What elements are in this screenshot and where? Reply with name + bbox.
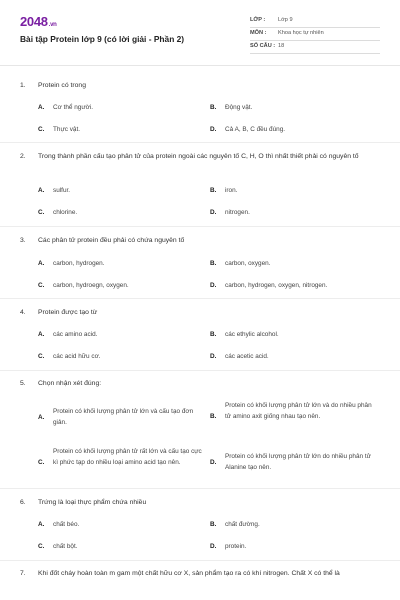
option-label: A. <box>38 521 45 528</box>
option-label: C. <box>38 209 45 216</box>
meta-value: 18 <box>278 43 285 49</box>
question-number: 4. <box>20 309 26 316</box>
question-number: 6. <box>20 499 26 506</box>
question-divider <box>0 298 400 299</box>
page-title: Bài tập Protein lớp 9 (có lời giải - Phần 2) <box>20 34 185 44</box>
option-text: Thực vật. <box>53 126 81 133</box>
option-text: carbon, oxygen. <box>225 260 271 267</box>
option-text: nitrogen. <box>225 209 250 216</box>
option-text: chất bột. <box>53 543 78 550</box>
meta-row-subject <box>250 28 380 41</box>
question-number: 1. <box>20 82 26 89</box>
option-text: các amino acid. <box>53 331 98 338</box>
meta-key: LỚP : <box>250 17 266 23</box>
logo-domain: .vn <box>48 22 57 28</box>
logo-main: 2048 <box>20 14 48 29</box>
option-text: Protein có khối lượng phân tử lớn và cấu tạo đơn giản. <box>53 408 194 426</box>
option-text: Cả A, B, C đều đúng. <box>225 126 286 133</box>
option-label: B. <box>210 104 217 111</box>
question-stem: Trứng là loại thực phẩm chứa nhiều <box>38 499 147 506</box>
option-label: B. <box>210 521 217 528</box>
question-number: 2. <box>20 153 26 160</box>
question-stem: Chọn nhận xét đúng: <box>38 380 102 387</box>
option-text: chất béo. <box>53 521 80 528</box>
meta-table <box>250 15 380 54</box>
option-label: D. <box>210 282 217 289</box>
option-label: C. <box>38 126 45 133</box>
header-divider <box>0 65 400 66</box>
option-label: A. <box>38 414 45 421</box>
option-text: các acid hữu cơ. <box>53 353 101 360</box>
option-text: các acetic acid. <box>225 353 269 360</box>
question-number: 3. <box>20 237 26 244</box>
question-divider <box>0 226 400 227</box>
option-text: carbon, hydroegn, oxygen. <box>53 282 129 289</box>
option-text: Protein có khối lượng phân tử lớn do nhiều phân tử Alanine tạo nên. <box>225 453 371 471</box>
option-label: B. <box>210 331 217 338</box>
option-text: sulfur. <box>53 187 71 194</box>
meta-value: Lớp 9 <box>278 17 293 23</box>
option-label: C. <box>38 543 45 550</box>
question-divider <box>0 560 400 561</box>
site-logo[interactable] <box>20 14 57 29</box>
option-text: Protein có khối lượng phân tử lớn và do nhiều phân tử amino axit giống nhau tạo nên. <box>225 402 372 420</box>
option-label: A. <box>38 260 45 267</box>
question-stem: Protein được tạo từ <box>38 309 98 316</box>
option-label: D. <box>210 353 217 360</box>
option-text: Cơ thể người. <box>53 104 94 111</box>
option-label: C. <box>38 459 45 466</box>
option-text: protein. <box>225 543 247 550</box>
question-stem: Protein có trong <box>38 82 86 89</box>
question-divider <box>0 370 400 371</box>
question-divider <box>0 142 400 143</box>
option-text: iron. <box>225 187 238 194</box>
option-text: carbon, hydrogen, oxygen, nitrogen. <box>225 282 328 289</box>
option-label: A. <box>38 104 45 111</box>
option-text: các ethylic alcohol. <box>225 331 279 338</box>
option-label: D. <box>210 126 217 133</box>
option-text: Động vật. <box>225 104 253 111</box>
option-label: B. <box>210 413 217 420</box>
option-label: C. <box>38 353 45 360</box>
question-stem: Trong thành phần cấu tạo phân tử của protein ngoài các nguyên tố C, H, O thì nhất thiết phải có nguyên tố <box>38 153 359 160</box>
meta-key: SỐ CÂU : <box>250 43 276 49</box>
option-label: A. <box>38 187 45 194</box>
question-number: 5. <box>20 380 26 387</box>
option-text: carbon, hydrogen. <box>53 260 105 267</box>
question-stem: Các phân tử protein đều phải có chứa nguyên tố <box>38 237 185 244</box>
question-number: 7. <box>20 570 26 577</box>
meta-row-count <box>250 41 380 54</box>
meta-key: MÔN : <box>250 30 267 36</box>
option-label: B. <box>210 260 217 267</box>
question-divider <box>0 488 400 489</box>
meta-value: Khoa học tự nhiên <box>278 30 324 36</box>
option-label: D. <box>210 459 217 466</box>
option-text: chlorine. <box>53 209 78 216</box>
option-label: A. <box>38 331 45 338</box>
option-label: D. <box>210 209 217 216</box>
option-label: B. <box>210 187 217 194</box>
option-label: D. <box>210 543 217 550</box>
question-stem: Khi đốt cháy hoàn toàn m gam một chất hữu cơ X, sản phẩm tạo ra có khí nitrogen. Chất X có thể là <box>38 570 340 577</box>
option-text: chất đường. <box>225 521 260 528</box>
option-text: Protein có khối lượng phân tử rất lớn và cấu tạo cực kì phức tạp do nhiều loại amino acid tạo nên. <box>53 448 202 466</box>
meta-row-grade <box>250 15 380 28</box>
option-label: C. <box>38 282 45 289</box>
